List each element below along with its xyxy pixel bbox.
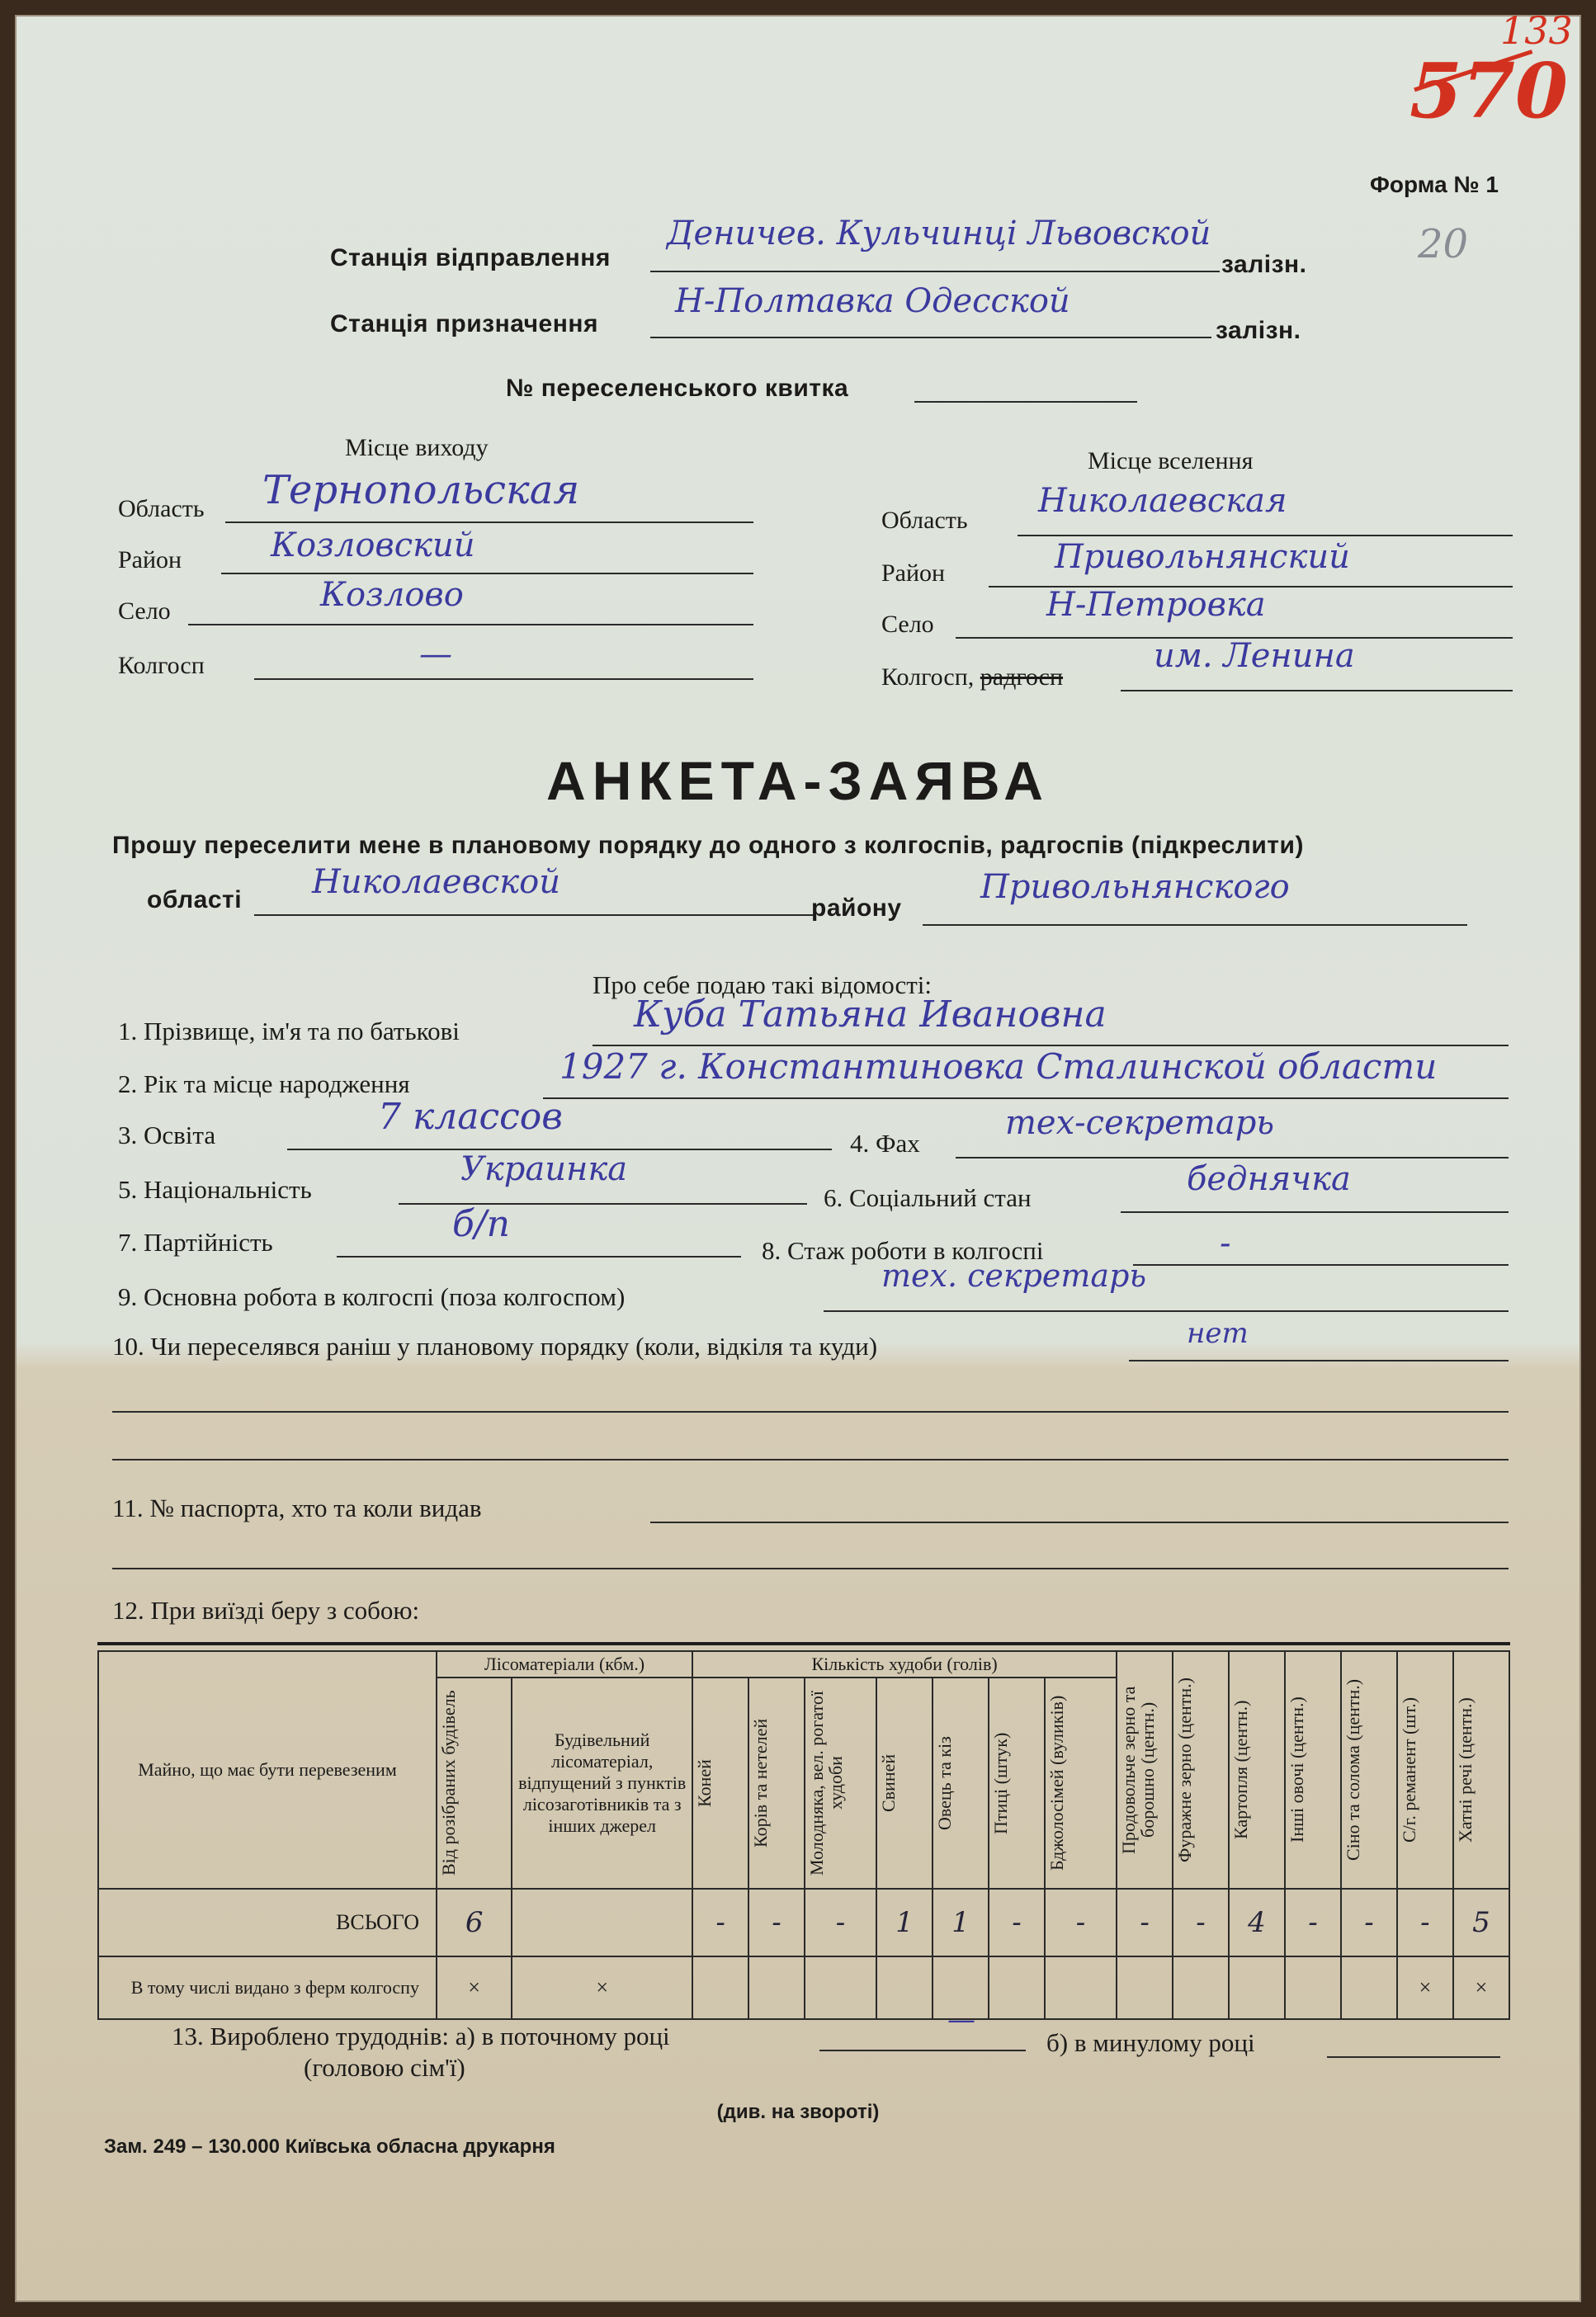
destination-kolhosp-label xyxy=(881,663,1063,691)
field-9-value: тех. секретарь xyxy=(881,1258,1147,1294)
table-cell xyxy=(692,1956,748,2019)
see-back-note: (див. на звороті) xyxy=(716,2101,880,2123)
col-dismantled-buildings: Від розібраних будівель xyxy=(437,1690,459,1876)
field-3-label: 3. Освіта xyxy=(118,1121,216,1149)
destination-oblast-label: Область xyxy=(881,507,968,534)
field-10-label: 10. Чи переселявся раніш у плановому порядку (коли, відкіля та куди) xyxy=(112,1332,878,1361)
table-cell: 1 xyxy=(933,1889,989,1956)
labordays-label: 13. Вироблено трудоднів: а) в поточному році xyxy=(172,2022,670,2050)
col-hay-straw: Сіно та солома (центн.) xyxy=(1342,1678,1363,1862)
origin-oblast-value: Тернопольская xyxy=(262,467,580,513)
table-cell: - xyxy=(1397,1889,1453,1956)
table-cell: 6 xyxy=(437,1889,512,1956)
field-2-label: 2. Рік та місце народження xyxy=(118,1069,410,1098)
table-cell xyxy=(1173,1956,1229,2019)
labordays-current-value: — xyxy=(947,2003,975,2036)
table-cell: × xyxy=(437,1956,512,2019)
field-8-value: - xyxy=(1220,1225,1231,1262)
form-title: АНКЕТА-ЗАЯВА xyxy=(546,750,1050,811)
table-cell: - xyxy=(1173,1889,1229,1956)
table-cell xyxy=(1117,1956,1173,2019)
destination-station-suffix: залізн. xyxy=(1216,317,1301,344)
table-cell: - xyxy=(989,1889,1045,1956)
col-farm-tools: С/г. реманент (шт.) xyxy=(1398,1696,1419,1843)
field-6-label: 6. Соціальний стан xyxy=(824,1183,1032,1212)
request-raion-label: району xyxy=(811,894,902,922)
destination-raion-value: Привольнянский xyxy=(1055,538,1350,576)
form-sheet xyxy=(15,8,1581,2302)
col-potatoes: Картопля (центн.) xyxy=(1230,1700,1252,1840)
table-row-total xyxy=(98,1889,1509,1956)
origin-oblast-label: Область xyxy=(118,495,205,522)
field-5-value: Украинка xyxy=(460,1150,628,1188)
col-poultry: Птиці (штук) xyxy=(990,1732,1012,1834)
destination-raion-label: Район xyxy=(881,559,946,587)
destination-title: Місце вселення xyxy=(1088,447,1254,474)
table-cell xyxy=(805,1956,876,2019)
request-text: Прошу переселити мене в плановому порядку до одного з колгоспів, радгоспів (підкреслити) xyxy=(112,832,1304,859)
table-cell: × xyxy=(1397,1956,1453,2019)
field-12-label: 12. При виїзді беру з собою: xyxy=(112,1596,420,1625)
col-fodder-grain: Фуражне зерно (центн.) xyxy=(1174,1678,1196,1862)
cattle-group-header: Кількість худоби (голів) xyxy=(692,1651,1117,1678)
destination-oblast-value: Николаевская xyxy=(1038,482,1287,520)
archive-number-written: 570 xyxy=(1409,46,1569,135)
col-horses: Коней xyxy=(694,1759,715,1807)
field-11-label: 11. № паспорта, хто та коли видав xyxy=(112,1494,482,1522)
table-cell: - xyxy=(805,1889,876,1956)
table-cell: × xyxy=(512,1956,692,2019)
destination-station-label: Станція призначення xyxy=(330,310,598,337)
table-cell xyxy=(1229,1956,1285,2019)
destination-selo-value: Н-Петровка xyxy=(1046,586,1266,624)
archive-page-number: 133 xyxy=(1500,8,1573,53)
destination-station-value: Н-Полтавка Одесской xyxy=(675,282,1070,320)
labordays-previous-label: б) в минулому році xyxy=(1046,2028,1255,2057)
origin-raion-value: Козловский xyxy=(271,526,475,564)
labordays-sublabel: (головою сім'ї) xyxy=(304,2053,465,2082)
table-cell: 5 xyxy=(1453,1889,1509,1956)
table-cell: - xyxy=(1341,1889,1397,1956)
property-table xyxy=(97,1650,1510,2020)
table-cell: 1 xyxy=(876,1889,933,1956)
field-9-label: 9. Основна робота в колгоспі (поза колгоспом) xyxy=(118,1282,626,1311)
table-cell xyxy=(748,1956,805,2019)
table-cell xyxy=(1285,1956,1341,2019)
table-row-farm xyxy=(98,1956,1509,2019)
destination-radhosp-word: радгосп xyxy=(980,663,1064,691)
col-vegetables: Інші овочі (центн.) xyxy=(1286,1696,1307,1843)
departure-station-value: Деничев. Кульчинці Львовской xyxy=(667,215,1211,252)
farm-label: В тому числі видано з ферм колгоспу xyxy=(98,1956,437,2019)
field-6-value: беднячка xyxy=(1187,1160,1351,1198)
table-cell: × xyxy=(1453,1956,1509,2019)
destination-kolhosp-value: им. Ленина xyxy=(1154,637,1355,675)
table-cell: - xyxy=(1285,1889,1341,1956)
info-heading: Про себе подаю такі відомості: xyxy=(593,970,933,999)
destination-selo-label: Село xyxy=(881,611,934,638)
field-4-value: тех-секретарь xyxy=(1005,1104,1275,1142)
table-cell xyxy=(1045,1956,1117,2019)
col-cows: Корів та нетелей xyxy=(750,1718,772,1848)
origin-selo-value: Козлово xyxy=(320,576,464,614)
table-cell: - xyxy=(692,1889,748,1956)
field-2-value: 1927 г. Константиновка Сталинской области xyxy=(560,1046,1438,1087)
request-oblast-label: області xyxy=(147,886,243,913)
table-cell xyxy=(1341,1956,1397,2019)
side-note: 20 xyxy=(1418,221,1469,267)
field-5-label: 5. Національність xyxy=(118,1175,312,1204)
table-cell: - xyxy=(748,1889,805,1956)
col-building-lumber: Будівельний лісоматеріал, відпущений з пунктів лісозаготівників та з інших джерел xyxy=(512,1678,692,1889)
table-cell: 4 xyxy=(1229,1889,1285,1956)
request-raion-value: Привольнянского xyxy=(980,868,1290,906)
field-4-label: 4. Фах xyxy=(850,1129,920,1158)
destination-kolhosp-word: Колгосп, xyxy=(881,663,975,691)
origin-raion-label: Район xyxy=(118,546,182,573)
total-label: ВСЬОГО xyxy=(98,1889,437,1956)
col-beehives: Бджолосімей (вуликів) xyxy=(1046,1695,1067,1871)
field-7-label: 7. Партійність xyxy=(118,1228,273,1257)
origin-kolhosp-label: Колгосп xyxy=(118,652,205,679)
field-3-value: 7 классов xyxy=(378,1096,563,1138)
departure-station-label: Станція відправлення xyxy=(330,244,611,271)
property-header: Майно, що має бути перевезеним xyxy=(98,1651,437,1889)
lumber-group-header: Лісоматеріали (кбм.) xyxy=(437,1651,692,1678)
col-household-items: Хатні речі (центн.) xyxy=(1454,1697,1476,1843)
origin-kolhosp-value: — xyxy=(419,635,452,673)
request-oblast-value: Николаевской xyxy=(312,863,561,901)
archive-number xyxy=(1409,46,1568,135)
field-10-value: нет xyxy=(1187,1317,1249,1350)
departure-station-suffix: залізн. xyxy=(1221,251,1307,278)
table-cell: - xyxy=(1045,1889,1117,1956)
printer-imprint: Зам. 249 – 130.000 Київська обласна друкарня xyxy=(104,2135,555,2158)
table-cell xyxy=(876,1956,933,2019)
field-8-label: 8. Стаж роботи в колгоспі xyxy=(762,1236,1044,1265)
table-cell xyxy=(989,1956,1045,2019)
col-pigs: Свиней xyxy=(878,1753,900,1813)
col-sheep-goats: Овець та кіз xyxy=(934,1736,956,1830)
field-7-value: б/п xyxy=(452,1203,511,1245)
col-food-grain: Продовольче зерно та борошно (центн.) xyxy=(1118,1686,1159,1854)
col-young-cattle: Молодняка, вел. рогатої худоби xyxy=(806,1691,847,1876)
origin-title: Місце виходу xyxy=(345,434,489,461)
ticket-number-label: № переселенського квитка xyxy=(506,375,849,402)
field-1-label: 1. Прізвище, ім'я та по батькові xyxy=(118,1017,460,1045)
table-cell: - xyxy=(1117,1889,1173,1956)
table-cell xyxy=(512,1889,692,1956)
origin-selo-label: Село xyxy=(118,597,171,625)
form-number: Форма № 1 xyxy=(1370,172,1499,197)
field-1-value: Куба Татьяна Ивановна xyxy=(634,993,1107,1036)
